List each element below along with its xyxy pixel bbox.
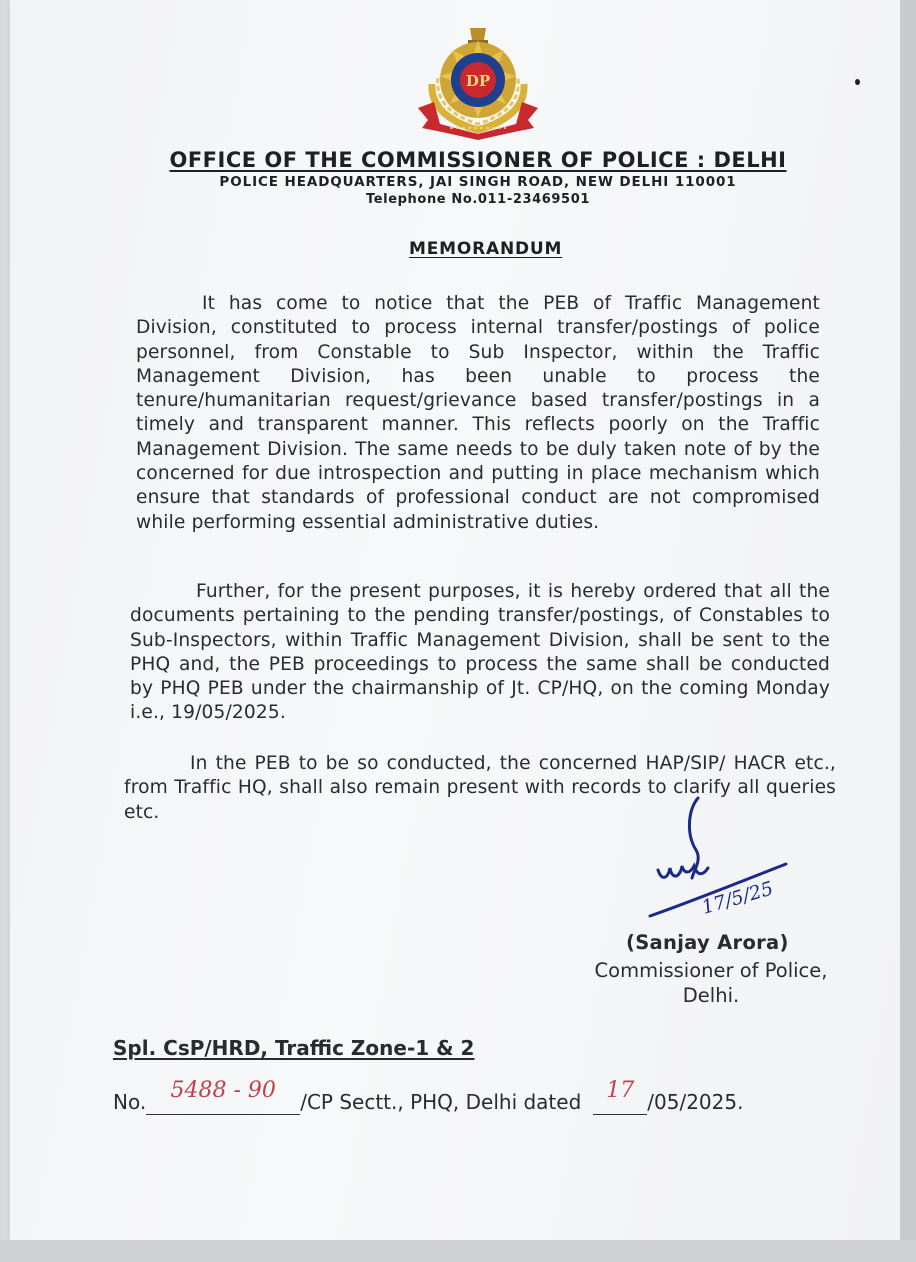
reference-line (113, 1078, 744, 1115)
paragraph-1: It has come to notice that the PEB of Traffic Management Division, constituted to process internal transfer/postings of police personnel, from Constable to Sub Inspector, within the Traffic Management Division, has been unable to process the tenure/humanitarian request/grievance based transfer/postings in a timely and transparent manner. This reflects poorly on the Traffic Management Division. The same needs to be duly taken note of by the concerned for due introspection and putting in place mechanism which ensure that standards of professional conduct are not compromised while performing essential administrative duties. (136, 293, 820, 533)
signature-date: 17/5/25 (699, 877, 776, 919)
signatory-name: (Sanjay Arora) (626, 931, 789, 954)
paragraph-3: In the PEB to be so conducted, the concerned HAP/SIP/ HACR etc., from Traffic HQ, shall also remain present with records to clarify all queries etc. (124, 753, 836, 823)
background-edge-bottom (0, 1240, 916, 1262)
reference-number-handwritten: 5488 - 90 (170, 1078, 276, 1103)
memorandum-title: MEMORANDUM (409, 239, 563, 259)
reference-day-handwritten: 17 (606, 1078, 635, 1103)
signatory-designation: Commissioner of Police, (594, 959, 828, 982)
reference-suffix: /05/2025. (647, 1090, 744, 1114)
office-title: OFFICE OF THE COMMISSIONER OF POLICE : DELHI (169, 148, 787, 172)
handwritten-signature (640, 790, 800, 930)
ink-dot (855, 79, 860, 85)
signatory-block (580, 958, 842, 1008)
background-edge (900, 0, 916, 1262)
emblem-monogram: DP (465, 72, 491, 90)
office-address: POLICE HEADQUARTERS, JAI SINGH ROAD, NEW DELHI 110001 (219, 174, 737, 190)
reference-date-blank (593, 1078, 647, 1115)
reference-middle: /CP Sectt., PHQ, Delhi dated (300, 1090, 582, 1114)
office-telephone: Telephone No.011-23469501 (366, 192, 590, 207)
paragraph-2: Further, for the present purposes, it is hereby ordered that all the documents pertaining to the pending transfer/postings, of Constables to Sub-Inspectors, within Traffic Management Division, shall be sent to the PHQ and, the PEB proceedings to process the same shall be conducted by PHQ PEB under the chairmanship of Jt. CP/HQ, on the coming Monday i.e., 19/05/2025. (130, 581, 830, 724)
copy-to-line: Spl. CsP/HRD, Traffic Zone-1 & 2 (113, 1036, 475, 1060)
reference-number-blank (146, 1078, 300, 1115)
signatory-place: Delhi. (682, 984, 740, 1007)
delhi-police-emblem-icon (410, 24, 546, 140)
reference-prefix: No. (113, 1090, 147, 1114)
